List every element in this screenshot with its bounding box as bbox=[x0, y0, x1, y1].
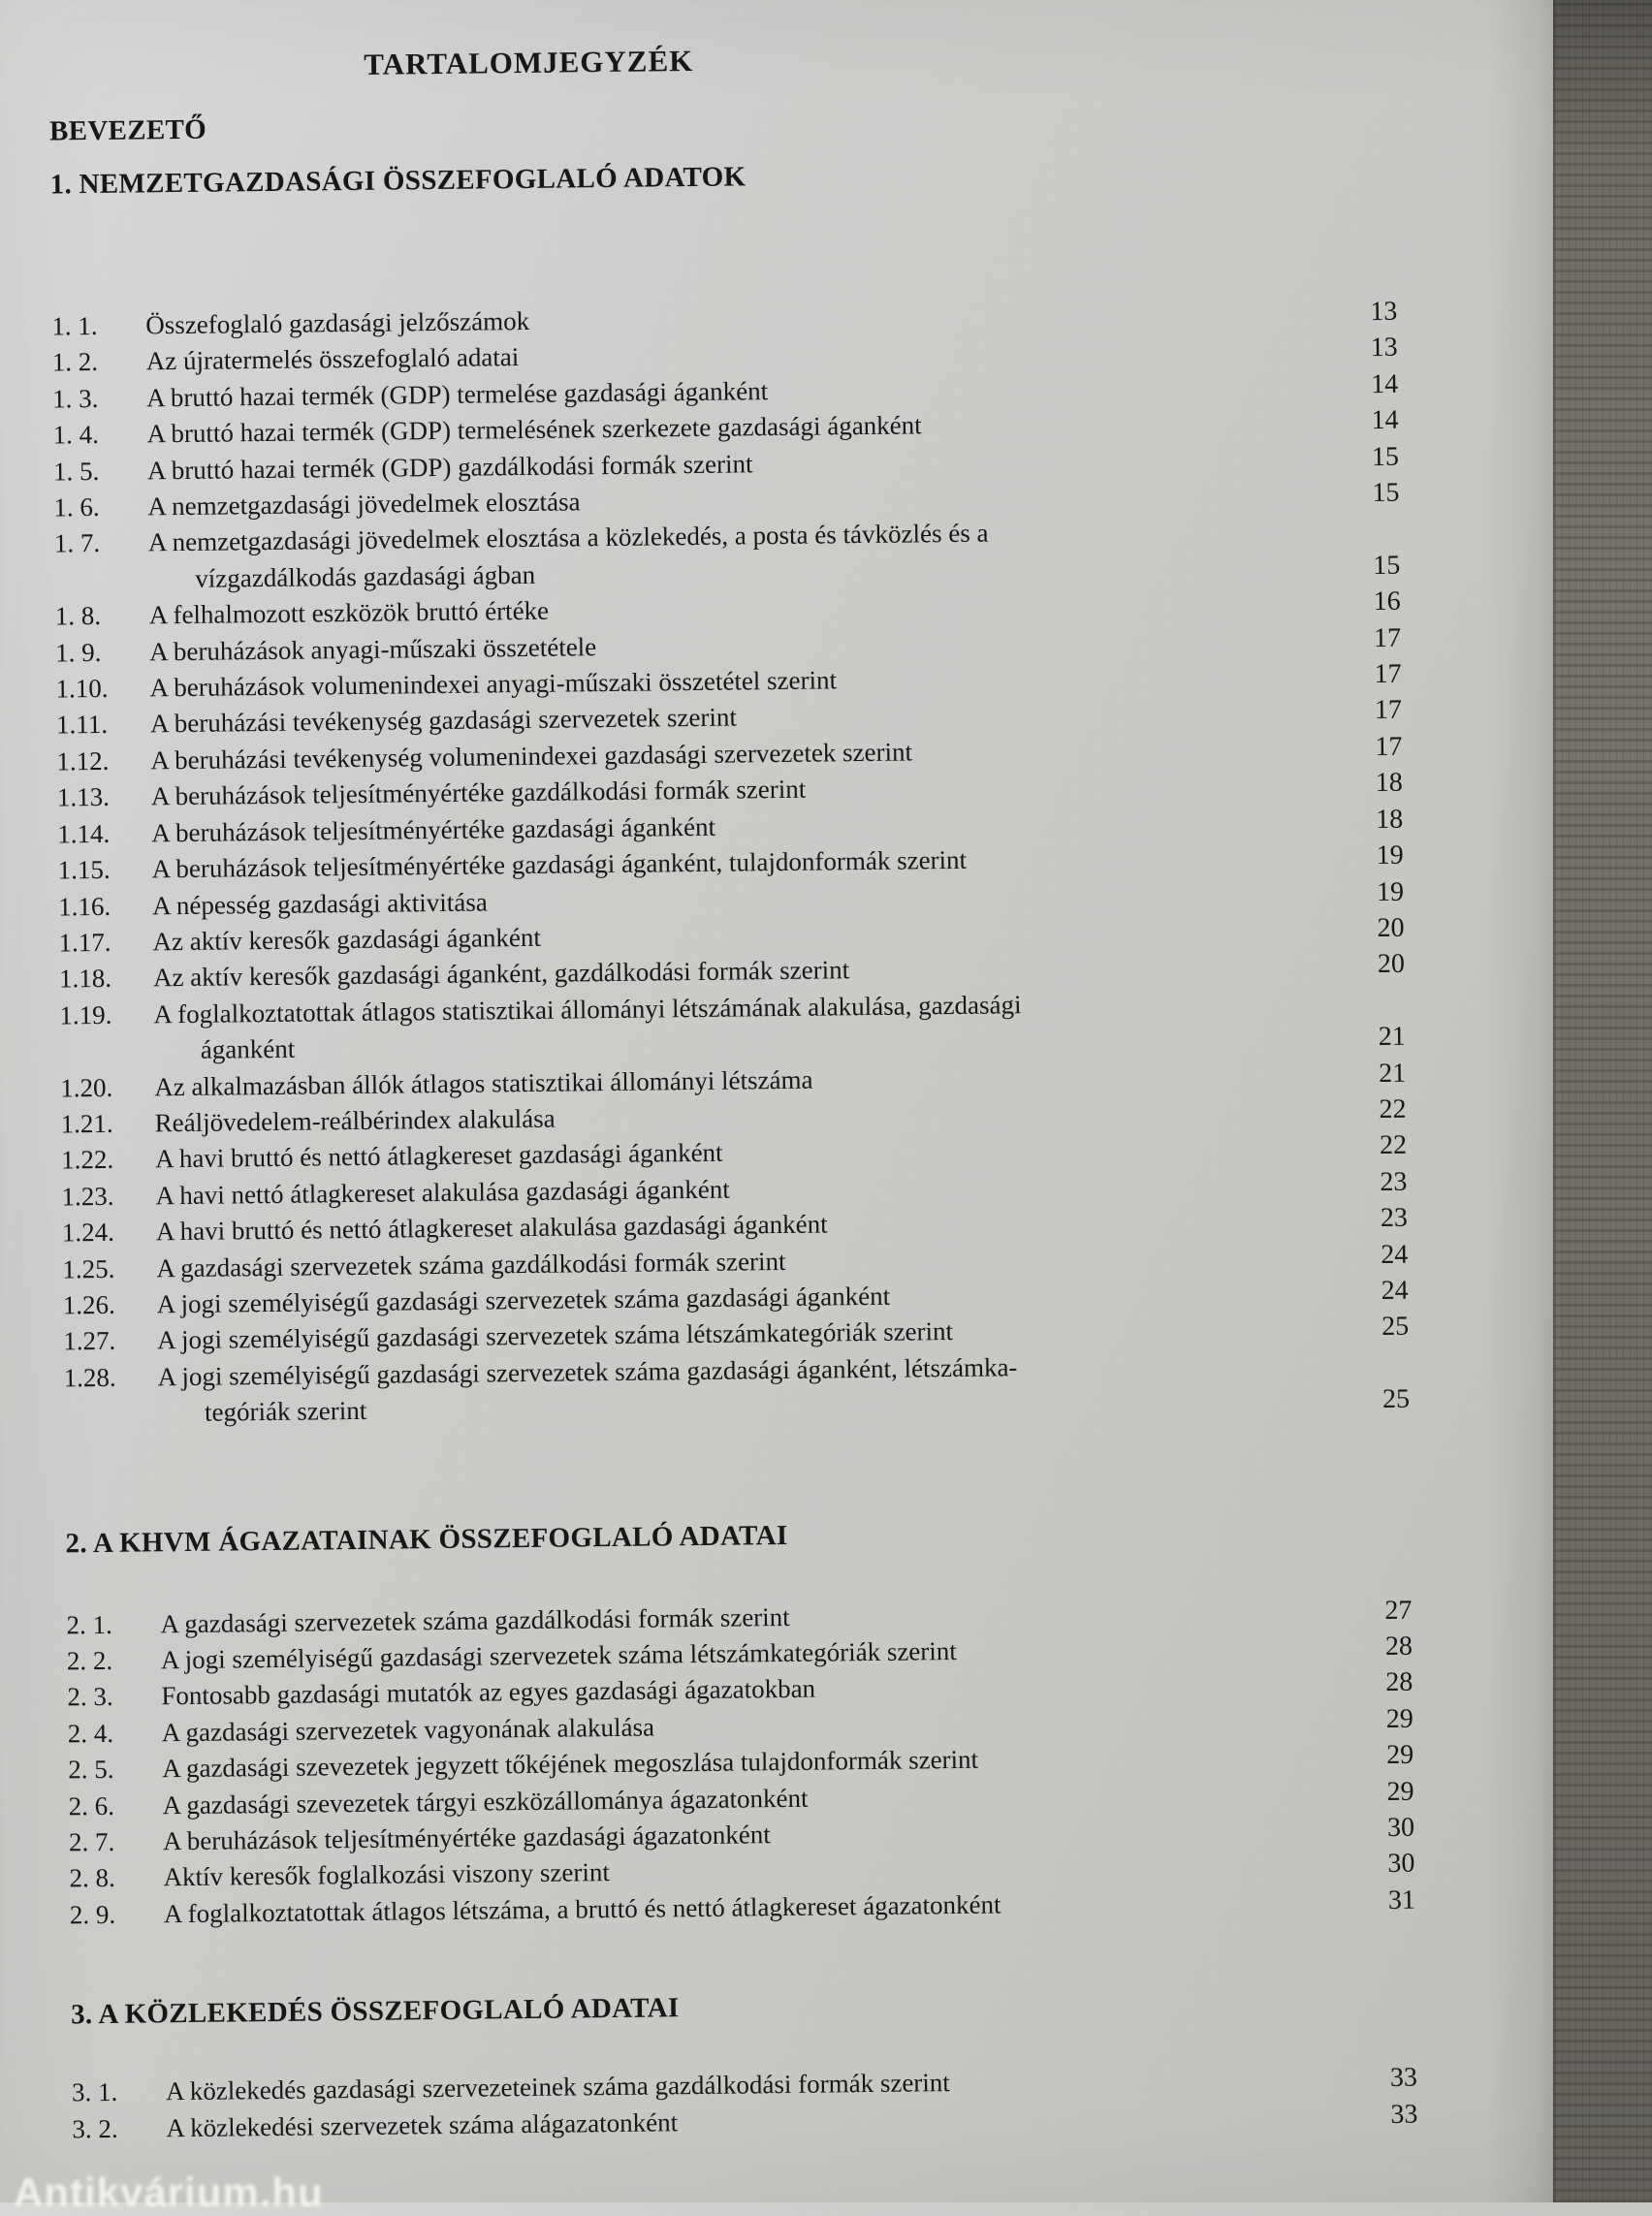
entry-number: 2. 1. bbox=[66, 1609, 112, 1640]
entry-title-text: Az alkalmazásban állók átlagos statisztikai állományi létszáma bbox=[154, 1064, 813, 1101]
entry-page: 25 bbox=[1381, 1312, 1410, 1343]
entry-number: 1. 5. bbox=[52, 456, 100, 487]
section-entries bbox=[72, 2060, 1418, 2148]
entry-number: 1.10. bbox=[55, 673, 109, 704]
entry-page: 20 bbox=[1377, 912, 1405, 943]
entry-title-continuation: áganként bbox=[200, 1033, 296, 1064]
entry-number: 1. 9. bbox=[54, 637, 102, 668]
entry-number: 1. 6. bbox=[53, 491, 100, 522]
entry-number: 3. 2. bbox=[72, 2113, 118, 2144]
entry-title-text: A gazdasági szervezetek száma gazdálkodási formák szerint bbox=[160, 1601, 790, 1638]
entry-number: 1.24. bbox=[61, 1217, 115, 1248]
entry-title-text: A beruházási tevékenység gazdasági szervezetek szerint bbox=[149, 702, 738, 739]
intro-heading: BEVEZETŐ bbox=[48, 113, 207, 147]
entry-page: 17 bbox=[1374, 695, 1403, 726]
entry-number: 1.14. bbox=[57, 818, 111, 849]
entry-page: 33 bbox=[1389, 2062, 1418, 2094]
entry-page: 17 bbox=[1373, 622, 1402, 653]
entry-title-continuation: tegóriák szerint bbox=[204, 1396, 367, 1427]
entry-title bbox=[157, 1345, 1350, 1432]
entry-page: 28 bbox=[1385, 1667, 1414, 1698]
entry-page: 13 bbox=[1370, 296, 1398, 328]
entry-title-text: A bruttó hazai termék (GDP) termelésének szerkezete gazdasági áganként bbox=[146, 410, 922, 449]
entry-title-text: Összefoglaló gazdasági jelzőszámok bbox=[145, 305, 530, 340]
section-heading: 2. A KHVM ÁGAZATAINAK ÖSSZEFOGLALÓ ADATAI bbox=[65, 1519, 788, 1560]
entry-page: 22 bbox=[1379, 1093, 1407, 1124]
entry-page: 24 bbox=[1381, 1275, 1409, 1306]
entry-title-text: A beruházások anyagi-műszaki összetétele bbox=[148, 631, 597, 667]
entry-title-text: A jogi személyiségű gazdasági szervezetek száma gazdasági áganként, létszámka- bbox=[157, 1352, 1018, 1392]
entry-title-text: A havi bruttó és nettó átlagkereset gazdasági áganként bbox=[154, 1138, 723, 1174]
entry-title-text: Az újratermelés összefoglaló adatai bbox=[145, 342, 520, 376]
entry-title-text: Az aktív keresők gazdasági áganként bbox=[152, 922, 542, 957]
entry-page: 28 bbox=[1384, 1630, 1414, 1662]
entry-number: 1.11. bbox=[55, 710, 109, 740]
entry-title-text: Az aktív keresők gazdasági áganként, gazdálkodási formák szerint bbox=[152, 955, 850, 993]
entry-page: 22 bbox=[1379, 1130, 1408, 1161]
toc-section bbox=[49, 152, 1410, 1433]
toc-content bbox=[48, 0, 1418, 2147]
entry-title-text: A jogi személyiségű gazdasági szervezetek száma létszámkategóriák szerint bbox=[157, 1316, 954, 1355]
entry-number: 1.28. bbox=[63, 1362, 116, 1393]
entry-page: 18 bbox=[1375, 768, 1403, 799]
entry-title-text: A nemzetgazdasági jövedelmek elosztása a közlekedés, a posta és távközlés és a bbox=[147, 518, 989, 557]
entry-number: 1.21. bbox=[60, 1108, 113, 1139]
entry-title-text: A beruházások volumenindexei anyagi-műszaki összetétel szerint bbox=[149, 665, 838, 703]
entry-page: 19 bbox=[1376, 839, 1404, 871]
entry-number: 1.19. bbox=[59, 999, 112, 1030]
entry-number: 1. 1. bbox=[51, 310, 98, 341]
entry-page: 25 bbox=[1382, 1383, 1411, 1415]
page-edge-shadow bbox=[1485, 0, 1555, 2202]
entry-page: 31 bbox=[1387, 1884, 1416, 1915]
entry-page: 17 bbox=[1374, 658, 1402, 690]
entry-title-text: Fontosabb gazdasági mutatók az egyes gazdasági ágazatokban bbox=[161, 1674, 816, 1711]
entry-title-text: A felhalmozott eszközök bruttó értéke bbox=[148, 595, 550, 630]
entry-title-text: A beruházások teljesítményértéke gazdasági áganként, tulajdonformák szerint bbox=[151, 844, 968, 884]
entry-number: 1.12. bbox=[56, 745, 110, 776]
entry-title-text: A nemzetgazdasági jövedelmek elosztása bbox=[147, 487, 581, 522]
entry-number: 2. 2. bbox=[66, 1645, 113, 1676]
entry-title-text: A közlekedési szervezetek száma alágazatonként bbox=[166, 2106, 679, 2142]
section-heading: 3. A KÖZLEKEDÉS ÖSSZEFOGLALÓ ADATAI bbox=[70, 1992, 680, 2031]
entry-number: 1.25. bbox=[62, 1253, 115, 1284]
entry-title-text: Reáljövedelem-reálbérindex alakulása bbox=[154, 1103, 556, 1138]
entry-title-text: A beruházások teljesítményértéke gazdasági áganként bbox=[151, 811, 716, 848]
entry-page: 21 bbox=[1378, 1021, 1406, 1053]
entry-page: 21 bbox=[1378, 1058, 1407, 1089]
entry-page: 15 bbox=[1372, 477, 1400, 509]
entry-page: 14 bbox=[1371, 404, 1399, 436]
entry-title-continuation: vízgazdálkodás gazdasági ágban bbox=[195, 559, 536, 593]
entry-number: 1.22. bbox=[60, 1145, 114, 1175]
entry-title-text: A foglalkoztatottak átlagos létszáma, a bruttó és nettó átlagkereset ágazatonként bbox=[163, 1889, 1001, 1929]
entry-title-text: A foglalkoztatottak átlagos statisztikai állományi létszámának alakulása, gazdasági bbox=[153, 989, 1022, 1029]
entry-page: 20 bbox=[1377, 949, 1406, 980]
entry-number: 2. 9. bbox=[69, 1899, 116, 1930]
entry-title-text: A gazdasági szevezetek jegyzett tőkéjének megoszlása tulajdonformák szerint bbox=[162, 1744, 979, 1784]
page-title: TARTALOMJEGYZÉK bbox=[364, 43, 694, 81]
toc-section bbox=[65, 1510, 1415, 1933]
entry-title bbox=[153, 983, 1346, 1069]
watermark: Antikvárium.hu bbox=[14, 2169, 324, 2215]
entry-number: 2. 3. bbox=[67, 1682, 113, 1712]
entry-page: 23 bbox=[1380, 1166, 1408, 1197]
entry-page: 30 bbox=[1387, 1849, 1415, 1880]
entry-page: 27 bbox=[1384, 1595, 1413, 1626]
entry-number: 1.23. bbox=[61, 1181, 114, 1212]
entry-page: 15 bbox=[1371, 441, 1400, 472]
entry-number: 1.15. bbox=[57, 854, 111, 885]
entry-number: 1.18. bbox=[58, 964, 112, 994]
entry-number: 1. 7. bbox=[53, 528, 101, 558]
entry-page: 17 bbox=[1375, 731, 1403, 762]
entry-title-text: A bruttó hazai termék (GDP) gazdálkodási formák szerint bbox=[146, 448, 753, 486]
entry-title-text: A beruházások teljesítményértéke gazdálkodási formák szerint bbox=[150, 774, 807, 811]
entry-number: 2. 4. bbox=[67, 1718, 114, 1749]
entry-number: 1.16. bbox=[57, 891, 111, 921]
entry-page: 33 bbox=[1390, 2099, 1418, 2130]
entry-number: 2. 7. bbox=[68, 1826, 115, 1857]
toc-sections bbox=[49, 152, 1417, 2148]
entry-page: 13 bbox=[1370, 332, 1398, 364]
entry-number: 3. 1. bbox=[71, 2077, 118, 2107]
entry-title-text: Aktív keresők foglalkozási viszony szerint bbox=[163, 1857, 611, 1892]
entry-number: 1. 2. bbox=[51, 347, 99, 377]
entry-number: 1.17. bbox=[58, 927, 111, 958]
section-entries bbox=[51, 294, 1410, 1433]
entry-page: 29 bbox=[1385, 1703, 1414, 1734]
entry-title-text: A jogi személyiségű gazdasági szervezetek száma létszámkategóriák szerint bbox=[160, 1636, 957, 1675]
entry-number: 1.27. bbox=[63, 1326, 116, 1356]
entry-number: 1. 3. bbox=[52, 383, 99, 414]
book-edge bbox=[1553, 0, 1652, 2202]
entry-title bbox=[148, 512, 1341, 598]
entry-page: 15 bbox=[1373, 550, 1401, 581]
entry-page: 29 bbox=[1385, 1739, 1414, 1771]
entry-title-text: A népesség gazdasági aktivitása bbox=[151, 886, 488, 920]
entry-title-text: A gazdasági szervezetek száma gazdálkodási formák szerint bbox=[156, 1246, 786, 1282]
entry-number: 1. 4. bbox=[52, 420, 100, 450]
entry-page: 16 bbox=[1373, 586, 1401, 617]
entry-number: 1.13. bbox=[56, 782, 111, 812]
entry-page: 30 bbox=[1386, 1812, 1415, 1844]
toc-section bbox=[71, 1982, 1418, 2148]
entry-page: 14 bbox=[1370, 368, 1399, 399]
section-heading: 1. NEMZETGAZDASÁGI ÖSSZEFOGLALÓ ADATOK bbox=[49, 161, 747, 201]
entry-number: 1.20. bbox=[60, 1072, 113, 1102]
entry-title-text: A gazdasági szervezetek vagyonának alakulása bbox=[161, 1712, 655, 1748]
entry-title-text: A beruházások teljesítményértéke gazdasági ágazatonként bbox=[162, 1820, 771, 1856]
entry-number: 2. 8. bbox=[69, 1863, 115, 1893]
entry-page: 24 bbox=[1381, 1239, 1409, 1270]
entry-title-text: A jogi személyiségű gazdasági szervezetek száma gazdasági áganként bbox=[156, 1281, 891, 1319]
entry-page: 29 bbox=[1386, 1776, 1414, 1807]
entry-title-text: A gazdasági szevezetek tárgyi eszközállománya ágazatonként bbox=[162, 1783, 809, 1820]
section-entries bbox=[66, 1592, 1415, 1933]
entry-title-text: A beruházási tevékenység volumenindexei gazdasági szervezetek szerint bbox=[150, 737, 913, 776]
entry-title-text: A bruttó hazai termék (GDP) termelése gazdasági áganként bbox=[146, 375, 769, 413]
entry-number: 2. 6. bbox=[68, 1790, 115, 1821]
entry-page: 18 bbox=[1376, 804, 1404, 835]
entry-page: 19 bbox=[1376, 876, 1405, 907]
entry-number: 2. 5. bbox=[68, 1755, 114, 1785]
toc-entry bbox=[63, 1345, 1410, 1433]
entry-number: 1.26. bbox=[62, 1289, 115, 1320]
entry-title-text: A közlekedés gazdasági szervezeteinek száma gazdálkodási formák szerint bbox=[165, 2068, 951, 2106]
entry-title-text: A havi bruttó és nettó átlagkereset alakulása gazdasági áganként bbox=[155, 1209, 828, 1247]
entry-page: 23 bbox=[1380, 1202, 1409, 1234]
entry-title-text: A havi nettó átlagkereset alakulása gazdasági áganként bbox=[155, 1174, 730, 1211]
entry-number: 1. 8. bbox=[54, 601, 102, 631]
